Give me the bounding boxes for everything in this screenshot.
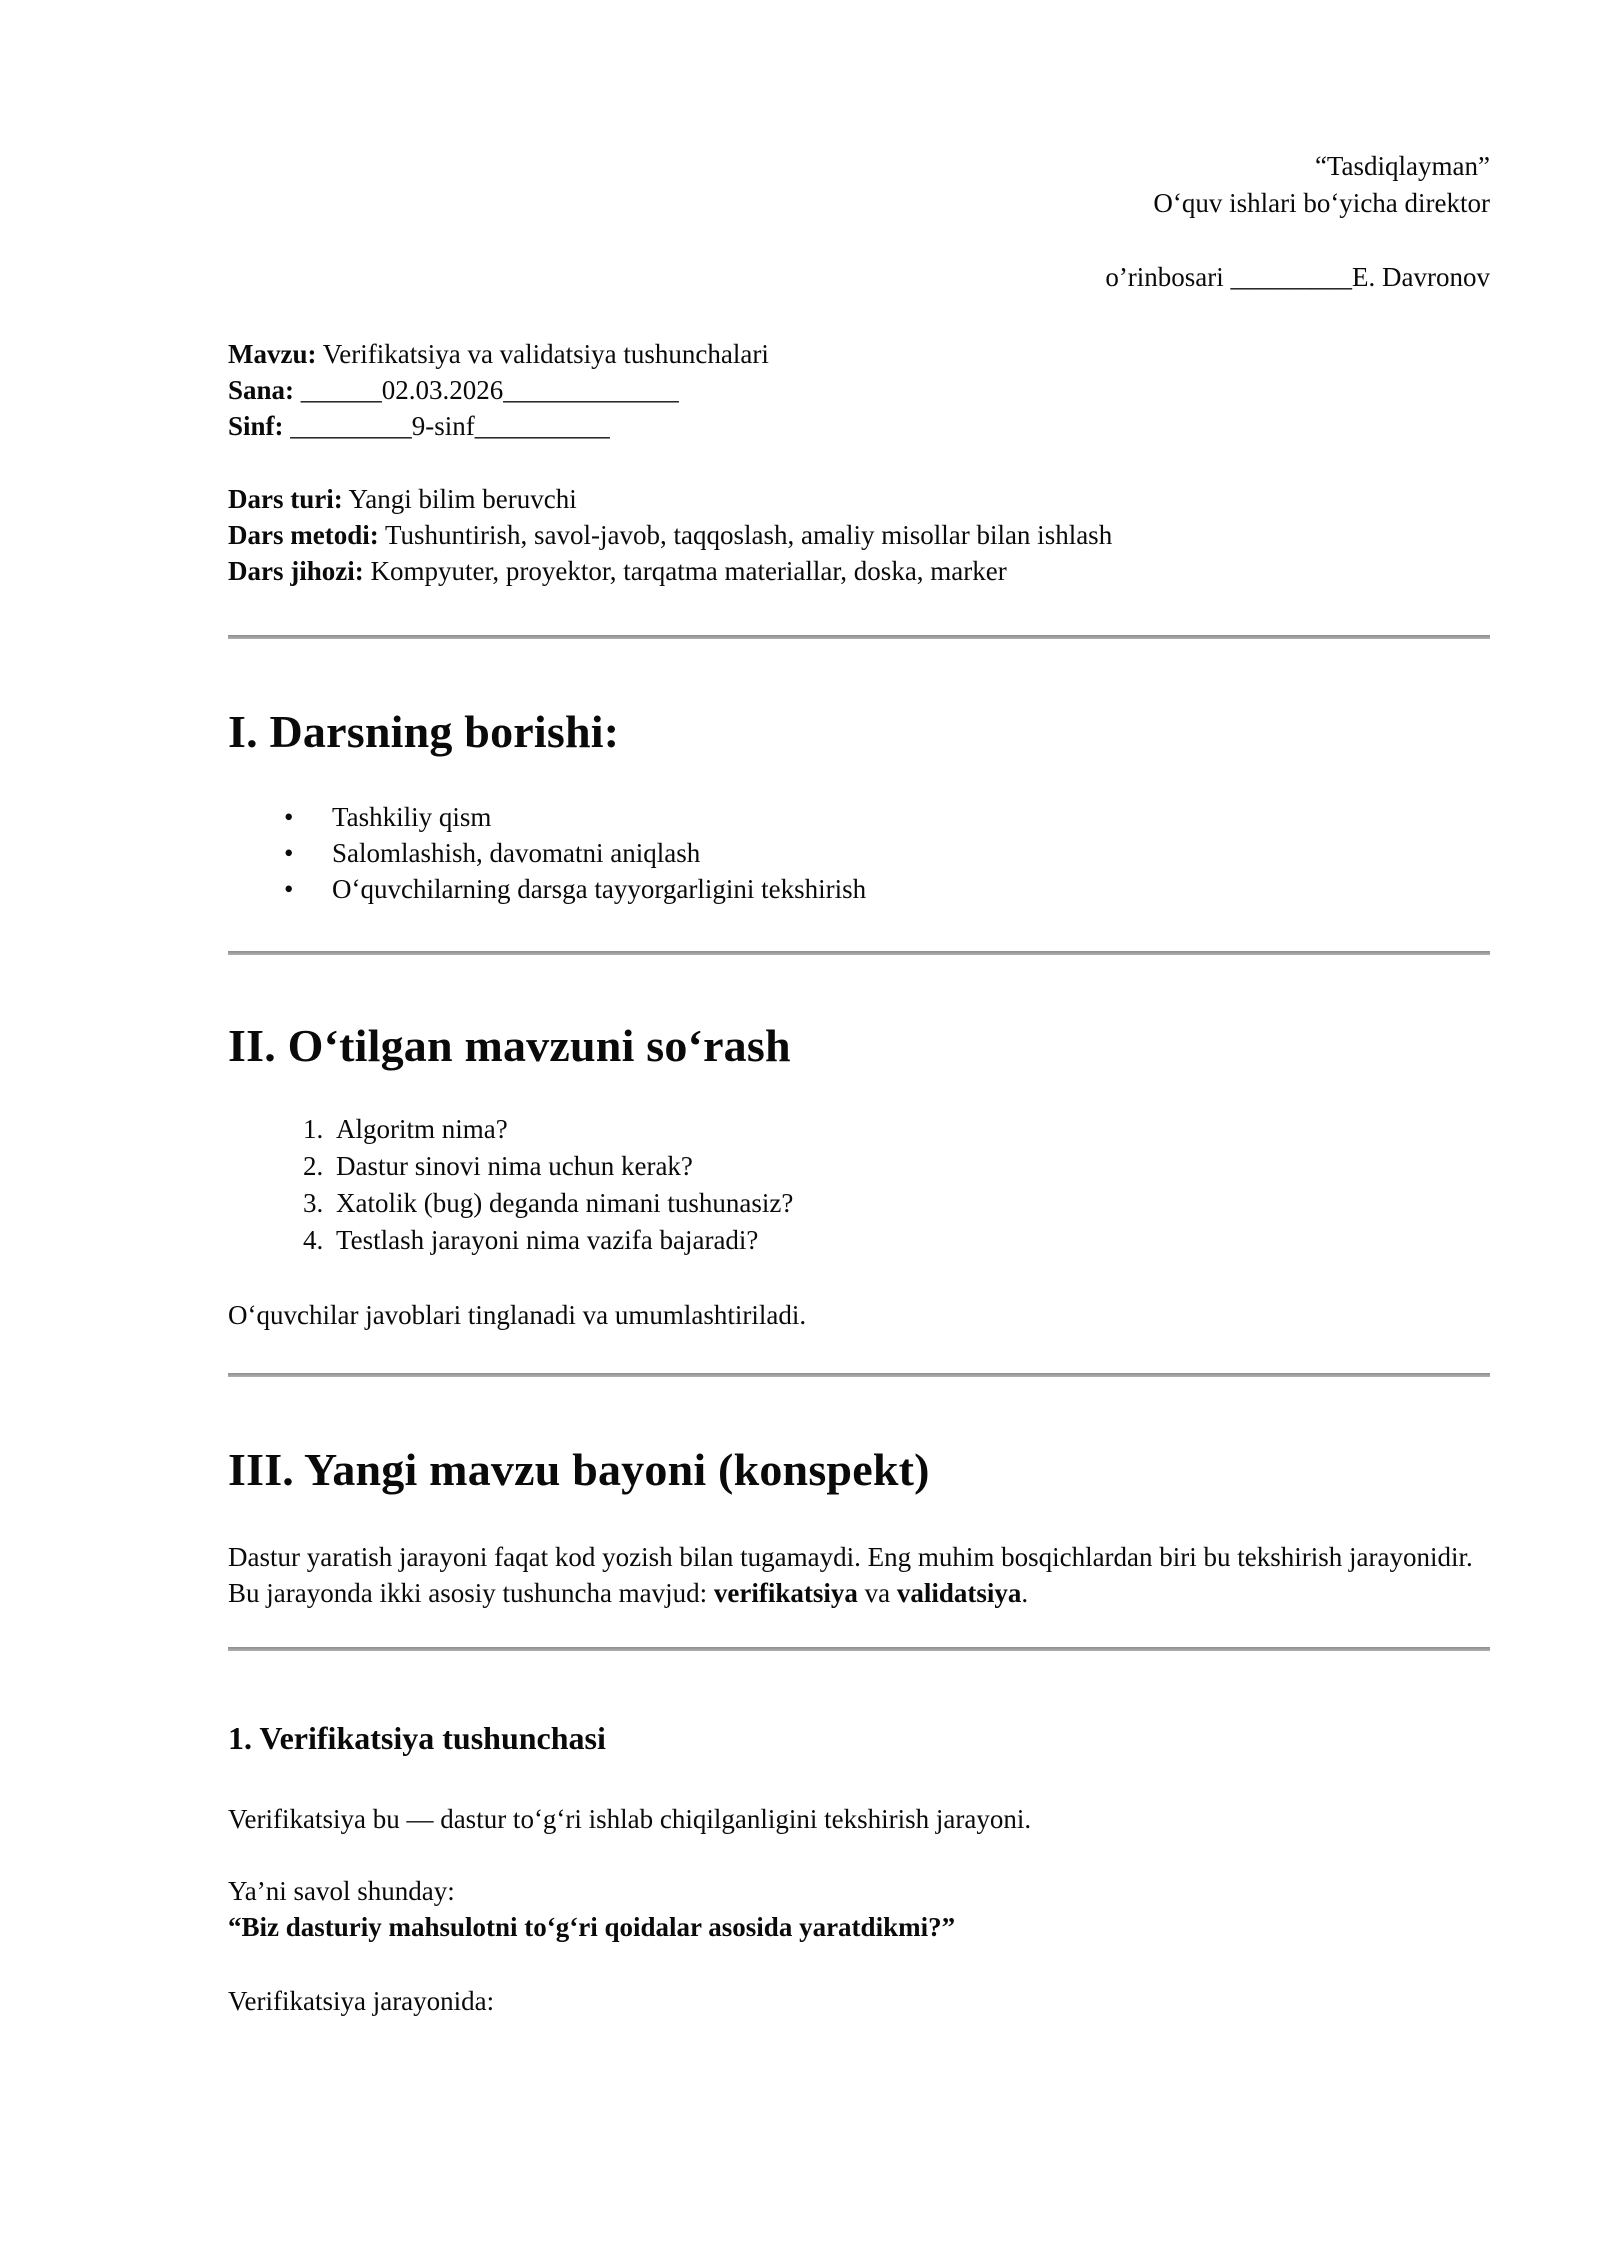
question-item: 1. Algoritm nima? [330, 1111, 1490, 1148]
topic-line [228, 336, 1490, 372]
approval-line-3: o’rinbosari _________E. Davronov [1105, 262, 1490, 292]
lesson-type-value: Yangi bilim beruvchi [342, 484, 577, 514]
lesson-meta-block [228, 336, 1490, 444]
lesson-method-line [228, 517, 1490, 553]
section-divider [228, 951, 1490, 955]
approval-line-1: “Tasdiqlayman” [1314, 151, 1490, 181]
section-2-title: II. O‘tilgan mavzuni so‘rash [228, 1020, 791, 1071]
bullet-item: • O‘quvchilarning darsga tayyorgarligini tekshirish [306, 871, 1490, 907]
lesson-details-block [228, 481, 1490, 589]
section-3-title: III. Yangi mavzu bayoni (konspekt) [228, 1444, 930, 1495]
intro-connector: va [857, 1578, 897, 1608]
approval-block [228, 148, 1490, 296]
question-intro: Ya’ni savol shunday: [228, 1876, 455, 1906]
section-divider [228, 1373, 1490, 1377]
verification-process-intro: Verifikatsiya jarayonida: [228, 1986, 495, 2016]
date-line [228, 372, 1490, 408]
lesson-equipment-line [228, 553, 1490, 589]
date-label: Sana: [228, 375, 295, 405]
intro-text: Dastur yaratish jarayoni faqat kod yozish bilan tugamaydi. Eng muhim bosqichlardan biri bu tekshirish jarayonidir. Bu jarayonda ikki asosiy tushuncha mavjud: [228, 1542, 1473, 1608]
verification-definition: Verifikatsiya bu — dastur to‘g‘ri ishlab chiqilganligini tekshirish jarayoni. [228, 1804, 1032, 1834]
verification-question-block [228, 1873, 1490, 1945]
section-divider [228, 635, 1490, 639]
approval-line-2: O‘quv ishlari bo‘yicha direktor [1153, 188, 1490, 218]
term-validatsiya: validatsiya [896, 1578, 1022, 1608]
question-item: 3. Xatolik (bug) deganda nimani tushunasiz? [330, 1185, 1490, 1222]
approval-gap [228, 222, 1490, 259]
section-divider [228, 1647, 1490, 1651]
lesson-equipment-value: Kompyuter, proyektor, tarqatma materiallar, doska, marker [363, 556, 1007, 586]
question-item: 4. Testlash jarayoni nima vazifa bajaradi? [330, 1222, 1490, 1259]
lesson-type-label: Dars turi: [228, 484, 343, 514]
term-verifikatsiya: verifikatsiya [713, 1578, 858, 1608]
question-quote: “Biz dasturiy mahsulotni to‘g‘ri qoidalar asosida yaratdikmi?” [228, 1912, 956, 1942]
bullet-item: • Tashkiliy qism [306, 799, 1490, 835]
topic-label: Mavzu: [228, 339, 317, 369]
class-value: _________9-sinf__________ [283, 411, 610, 441]
intro-period: . [1021, 1578, 1029, 1608]
review-question-list [228, 1111, 1490, 1259]
lesson-type-line [228, 481, 1490, 517]
class-label: Sinf: [228, 411, 284, 441]
review-note: O‘quvchilar javoblari tinglanadi va umumlashtiriladi. [228, 1300, 807, 1330]
question-item: 2. Dastur sinovi nima uchun kerak? [330, 1148, 1490, 1185]
section-1-bullet-list [228, 799, 1490, 907]
lesson-method-label: Dars metodi: [228, 520, 379, 550]
date-value: ______02.03.2026_____________ [294, 375, 679, 405]
class-line [228, 408, 1490, 444]
section-1-title: I. Darsning borishi: [228, 706, 620, 757]
lesson-method-value: Tushuntirish, savol-javob, taqqoslash, amaliy misollar bilan ishlash [378, 520, 1113, 550]
bullet-item: • Salomlashish, davomatni aniqlash [306, 835, 1490, 871]
subsection-1-title: 1. Verifikatsiya tushunchasi [228, 1720, 606, 1756]
topic-value: Verifikatsiya va validatsiya tushunchalari [316, 339, 769, 369]
lesson-equipment-label: Dars jihozi: [228, 556, 364, 586]
new-topic-intro [228, 1539, 1490, 1611]
